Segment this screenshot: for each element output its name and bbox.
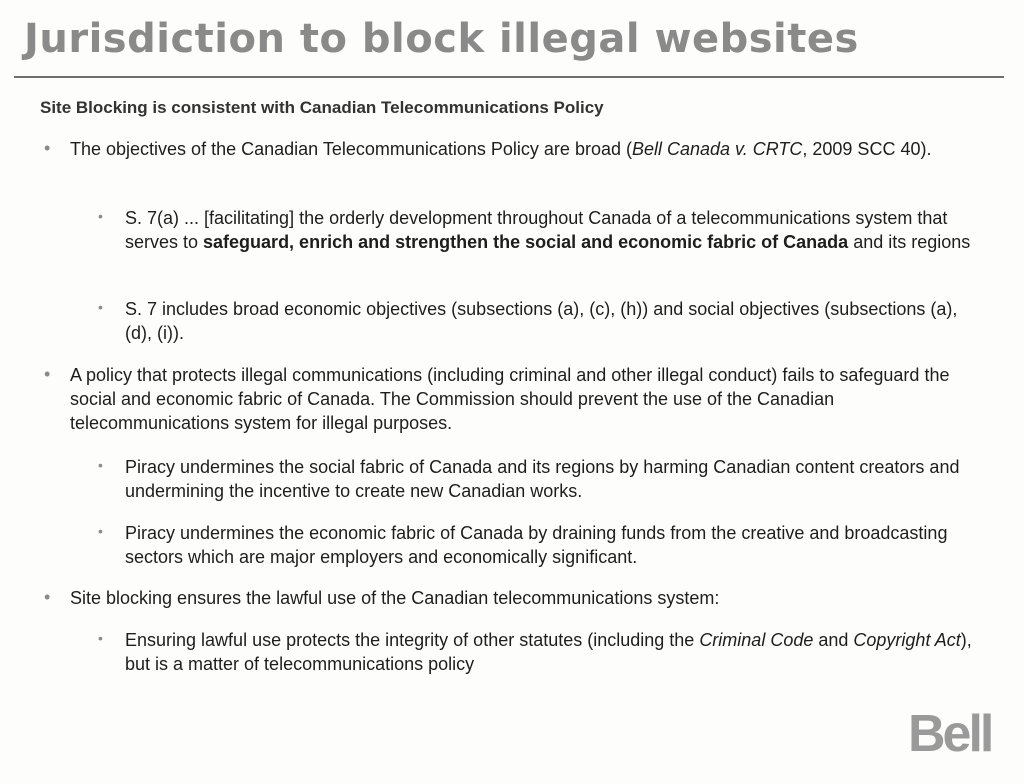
- bullet-text: and: [813, 630, 854, 650]
- sub-bullet-icon: •: [98, 630, 103, 646]
- bullet-text: and its regions: [848, 232, 971, 252]
- sub-bullet-icon: •: [98, 299, 103, 315]
- bullet-text: ), but is a matter of telecommunications policy: [125, 630, 972, 674]
- sub-bullet-piracy-economic: Piracy undermines the economic fabric of Canada by draining funds from the creative and broadcasting sectors which are major employers and economically significant.: [125, 523, 948, 567]
- sub-bullet-s7a: [125, 206, 985, 254]
- bullet-lawful-use: Site blocking ensures the lawful use of the Canadian telecommunications system:: [70, 588, 720, 608]
- bullet-text: Ensuring lawful use protects the integrity of other statutes (including the: [125, 630, 700, 650]
- bullet-icon: •: [44, 587, 51, 607]
- bullet-objectives: [70, 137, 980, 161]
- case-citation: Bell Canada v. CRTC: [631, 139, 803, 159]
- bullet-icon: •: [44, 138, 51, 158]
- bullet-text: , 2009 SCC 40).: [802, 139, 932, 159]
- emphasis-text: safeguard, enrich and strengthen the social and economic fabric of Canada: [203, 232, 849, 252]
- slide-subtitle: Site Blocking is consistent with Canadian Telecommunications Policy: [40, 98, 604, 117]
- sub-bullet-statutes: [125, 628, 985, 676]
- bullet-illegal-communications: A policy that protects illegal communications (including criminal and other illegal conduct) fails to safeguard the social and economic fabric of Canada. The Commission should prevent the use of the Canadian telecommunications system for illegal purposes.: [70, 365, 950, 433]
- title-divider: [14, 76, 1004, 78]
- bullet-icon: •: [44, 364, 51, 384]
- sub-bullet-piracy-social: Piracy undermines the social fabric of Canada and its regions by harming Canadian content creators and undermining the incentive to create new Canadian works.: [125, 457, 960, 501]
- sub-bullet-s7: S. 7 includes broad economic objectives (subsections (a), (c), (h)) and social objectives (subsections (a), (d), (i)).: [125, 299, 958, 343]
- bell-logo: Bell: [908, 705, 992, 763]
- slide-title: Jurisdiction to block illegal websites: [24, 16, 859, 62]
- sub-bullet-icon: •: [98, 208, 103, 224]
- sub-bullet-icon: •: [98, 523, 103, 539]
- sub-bullet-icon: •: [98, 457, 103, 473]
- bullet-text: S. 7(a) ... [facilitating] the orderly development throughout Canada of a telecommunications system that serves to: [125, 208, 948, 252]
- statute-name: Copyright Act: [853, 630, 961, 650]
- statute-name: Criminal Code: [699, 630, 814, 650]
- bullet-text: The objectives of the Canadian Telecommunications Policy are broad (: [70, 139, 632, 159]
